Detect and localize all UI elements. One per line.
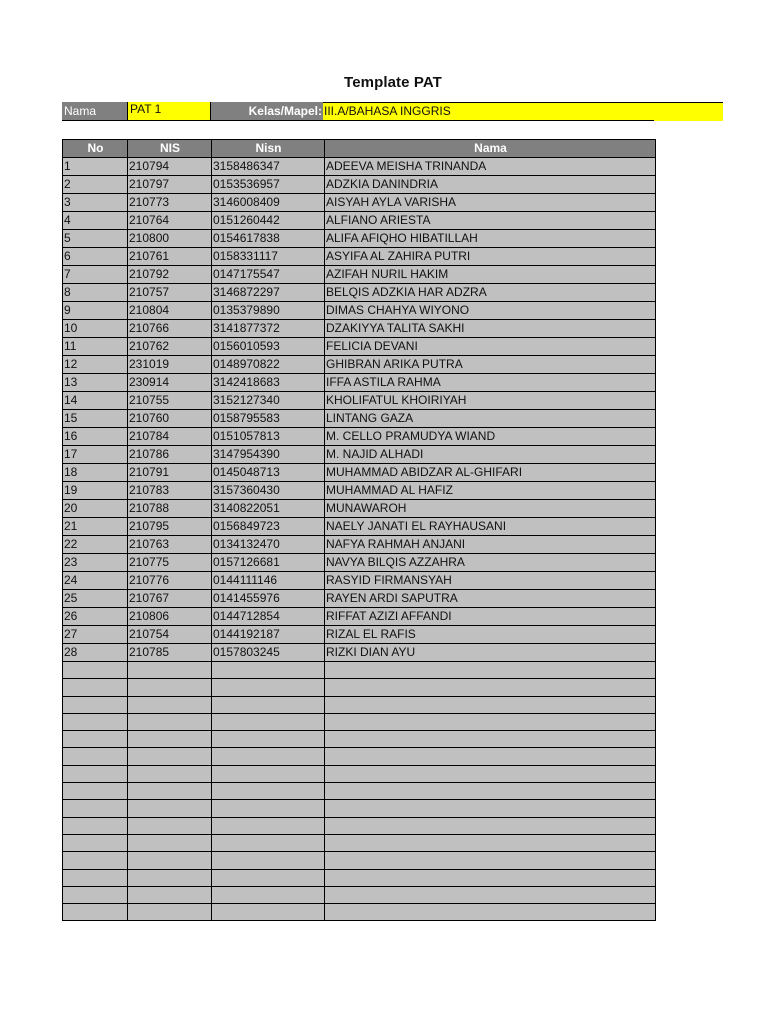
table-row <box>63 266 656 284</box>
cell-nama: MUHAMMAD AL HAFIZ <box>325 482 656 500</box>
cell-no: 28 <box>63 644 128 662</box>
cell-nisn: 3146872297 <box>212 284 325 302</box>
table-row <box>63 590 656 608</box>
cell-no: 6 <box>63 248 128 266</box>
cell-nisn <box>212 886 325 903</box>
cell-no: 11 <box>63 338 128 356</box>
cell-nis: 210797 <box>128 176 212 194</box>
cell-nis <box>128 783 212 800</box>
cell-no: 17 <box>63 446 128 464</box>
kelas-mapel-value: III.A/BAHASA INGGRIS <box>323 102 723 121</box>
cell-nama <box>325 713 656 730</box>
cell-nisn: 0144111146 <box>212 572 325 590</box>
table-row <box>63 783 656 800</box>
cell-nama: FELICIA DEVANI <box>325 338 656 356</box>
cell-nisn: 3141877372 <box>212 320 325 338</box>
header-nisn: Nisn <box>212 140 325 158</box>
cell-nisn: 3146008409 <box>212 194 325 212</box>
cell-no: 26 <box>63 608 128 626</box>
cell-nama <box>325 731 656 748</box>
cell-nis <box>128 679 212 696</box>
cell-nisn <box>212 800 325 817</box>
cell-nisn <box>212 834 325 851</box>
cell-nama: RAYEN ARDI SAPUTRA <box>325 590 656 608</box>
cell-nama: BELQIS ADZKIA HAR ADZRA <box>325 284 656 302</box>
cell-no <box>63 765 128 782</box>
cell-nis <box>128 662 212 679</box>
table-row <box>63 852 656 869</box>
table-row <box>63 176 656 194</box>
table-row <box>63 713 656 730</box>
table-row <box>63 904 656 921</box>
cell-nisn: 0153536957 <box>212 176 325 194</box>
cell-no <box>63 713 128 730</box>
table-row <box>63 608 656 626</box>
cell-nis <box>128 904 212 921</box>
cell-no: 10 <box>63 320 128 338</box>
cell-nisn: 0158795583 <box>212 410 325 428</box>
cell-nama <box>325 834 656 851</box>
cell-nisn <box>212 852 325 869</box>
table-row <box>63 338 656 356</box>
cell-nisn: 3147954390 <box>212 446 325 464</box>
cell-nama: M. CELLO PRAMUDYA WIAND <box>325 428 656 446</box>
cell-nisn: 0157803245 <box>212 644 325 662</box>
cell-nis: 210783 <box>128 482 212 500</box>
cell-nis: 210794 <box>128 158 212 176</box>
table-row <box>63 748 656 765</box>
cell-no: 2 <box>63 176 128 194</box>
cell-nama: ASYIFA AL ZAHIRA PUTRI <box>325 248 656 266</box>
cell-no: 13 <box>63 374 128 392</box>
cell-no <box>63 783 128 800</box>
cell-nis: 210755 <box>128 392 212 410</box>
cell-nama: MUNAWAROH <box>325 500 656 518</box>
cell-no <box>63 679 128 696</box>
cell-nama <box>325 662 656 679</box>
cell-nisn <box>212 713 325 730</box>
cell-nis <box>128 696 212 713</box>
cell-nama: AISYAH AYLA VARISHA <box>325 194 656 212</box>
cell-nis <box>128 886 212 903</box>
cell-nis: 210764 <box>128 212 212 230</box>
cell-nisn <box>212 679 325 696</box>
cell-nisn <box>212 783 325 800</box>
cell-nis: 210804 <box>128 302 212 320</box>
cell-nis: 210760 <box>128 410 212 428</box>
cell-nama <box>325 696 656 713</box>
cell-nisn: 0157126681 <box>212 554 325 572</box>
cell-nis <box>128 731 212 748</box>
cell-nis: 210766 <box>128 320 212 338</box>
cell-nis: 210791 <box>128 464 212 482</box>
cell-nisn <box>212 817 325 834</box>
cell-no: 7 <box>63 266 128 284</box>
table-row <box>63 869 656 886</box>
cell-no <box>63 886 128 903</box>
cell-nama: MUHAMMAD ABIDZAR AL-GHIFARI <box>325 464 656 482</box>
cell-no <box>63 817 128 834</box>
cell-nisn <box>212 765 325 782</box>
cell-nisn: 0134132470 <box>212 536 325 554</box>
cell-nama: KHOLIFATUL KHOIRIYAH <box>325 392 656 410</box>
cell-nisn <box>212 869 325 886</box>
cell-nama: LINTANG GAZA <box>325 410 656 428</box>
cell-no: 14 <box>63 392 128 410</box>
table-row <box>63 248 656 266</box>
cell-no: 9 <box>63 302 128 320</box>
cell-nisn: 0151057813 <box>212 428 325 446</box>
cell-nis <box>128 817 212 834</box>
table-row <box>63 320 656 338</box>
cell-no: 4 <box>63 212 128 230</box>
table-row <box>63 428 656 446</box>
table-row <box>63 696 656 713</box>
cell-nama: AZIFAH NURIL HAKIM <box>325 266 656 284</box>
table-row <box>63 518 656 536</box>
cell-nis: 231019 <box>128 356 212 374</box>
header-no: No <box>63 140 128 158</box>
nama-label: Nama <box>62 102 127 121</box>
table-row <box>63 886 656 903</box>
cell-nama <box>325 886 656 903</box>
cell-nama: GHIBRAN ARIKA PUTRA <box>325 356 656 374</box>
cell-nis <box>128 852 212 869</box>
cell-nama: DZAKIYYA TALITA SAKHI <box>325 320 656 338</box>
table-row <box>63 482 656 500</box>
cell-nisn: 0144192187 <box>212 626 325 644</box>
cell-nisn: 3142418683 <box>212 374 325 392</box>
cell-nis: 210806 <box>128 608 212 626</box>
cell-nis: 230914 <box>128 374 212 392</box>
cell-nama: NAELY JANATI EL RAYHAUSANI <box>325 518 656 536</box>
cell-nis: 210795 <box>128 518 212 536</box>
cell-nisn <box>212 731 325 748</box>
table-row <box>63 731 656 748</box>
cell-nis: 210763 <box>128 536 212 554</box>
page-title: Template PAT <box>344 74 442 91</box>
cell-nisn: 0156849723 <box>212 518 325 536</box>
cell-no <box>63 696 128 713</box>
cell-nama <box>325 817 656 834</box>
cell-nis: 210785 <box>128 644 212 662</box>
cell-nama: RIZAL EL RAFIS <box>325 626 656 644</box>
cell-no: 8 <box>63 284 128 302</box>
cell-no <box>63 834 128 851</box>
cell-nis: 210776 <box>128 572 212 590</box>
table-row <box>63 464 656 482</box>
cell-nisn: 0148970822 <box>212 356 325 374</box>
table-row <box>63 800 656 817</box>
cell-nama <box>325 869 656 886</box>
table-row <box>63 834 656 851</box>
cell-nama: NAVYA BILQIS AZZAHRA <box>325 554 656 572</box>
cell-no <box>63 748 128 765</box>
cell-no: 18 <box>63 464 128 482</box>
table-row <box>63 626 656 644</box>
table-row <box>63 644 656 662</box>
table-row <box>63 536 656 554</box>
cell-nisn: 0151260442 <box>212 212 325 230</box>
table-row <box>63 302 656 320</box>
cell-no <box>63 852 128 869</box>
cell-nisn: 0156010593 <box>212 338 325 356</box>
cell-nis: 210792 <box>128 266 212 284</box>
cell-no: 15 <box>63 410 128 428</box>
header-nis: NIS <box>128 140 212 158</box>
cell-nisn: 0141455976 <box>212 590 325 608</box>
cell-nis: 210762 <box>128 338 212 356</box>
cell-no <box>63 904 128 921</box>
cell-nama: ALFIANO ARIESTA <box>325 212 656 230</box>
cell-nis: 210786 <box>128 446 212 464</box>
cell-nisn: 0158331117 <box>212 248 325 266</box>
table-row <box>63 679 656 696</box>
cell-nisn <box>212 662 325 679</box>
cell-nama: M. NAJID ALHADI <box>325 446 656 464</box>
cell-nama <box>325 783 656 800</box>
cell-nis: 210773 <box>128 194 212 212</box>
cell-no: 19 <box>63 482 128 500</box>
cell-nis: 210788 <box>128 500 212 518</box>
header-nama: Nama <box>325 140 656 158</box>
cell-nisn: 3158486347 <box>212 158 325 176</box>
cell-nis: 210800 <box>128 230 212 248</box>
student-table <box>62 139 656 921</box>
cell-no: 3 <box>63 194 128 212</box>
cell-nama <box>325 679 656 696</box>
table-row <box>63 765 656 782</box>
cell-nis: 210775 <box>128 554 212 572</box>
info-divider <box>323 120 654 121</box>
table-header-row <box>63 140 656 158</box>
cell-no <box>63 731 128 748</box>
table-body <box>63 158 656 921</box>
cell-no: 27 <box>63 626 128 644</box>
cell-nisn <box>212 904 325 921</box>
cell-no <box>63 662 128 679</box>
cell-no: 21 <box>63 518 128 536</box>
cell-nama <box>325 748 656 765</box>
cell-nis: 210754 <box>128 626 212 644</box>
cell-nisn: 3152127340 <box>212 392 325 410</box>
cell-nisn: 0135379890 <box>212 302 325 320</box>
cell-nama <box>325 765 656 782</box>
cell-nisn: 0147175547 <box>212 266 325 284</box>
table-row <box>63 284 656 302</box>
table-row <box>63 572 656 590</box>
cell-nama: RIFFAT AZIZI AFFANDI <box>325 608 656 626</box>
cell-nisn <box>212 696 325 713</box>
table-row <box>63 158 656 176</box>
cell-nisn <box>212 748 325 765</box>
cell-no <box>63 800 128 817</box>
cell-nama: NAFYA RAHMAH ANJANI <box>325 536 656 554</box>
cell-nama: RIZKI DIAN AYU <box>325 644 656 662</box>
cell-nis <box>128 800 212 817</box>
kelas-mapel-label: Kelas/Mapel: <box>211 102 323 121</box>
cell-nama: ADEEVA MEISHA TRINANDA <box>325 158 656 176</box>
table-row <box>63 356 656 374</box>
table-row <box>63 230 656 248</box>
cell-nama: IFFA ASTILA RAHMA <box>325 374 656 392</box>
cell-no: 5 <box>63 230 128 248</box>
cell-nama <box>325 852 656 869</box>
cell-no: 25 <box>63 590 128 608</box>
table-row <box>63 817 656 834</box>
cell-no: 22 <box>63 536 128 554</box>
table-row <box>63 194 656 212</box>
table-row <box>63 662 656 679</box>
cell-nisn: 0145048713 <box>212 464 325 482</box>
table-row <box>63 374 656 392</box>
cell-nis: 210757 <box>128 284 212 302</box>
cell-nis <box>128 765 212 782</box>
cell-nis <box>128 834 212 851</box>
cell-nama <box>325 904 656 921</box>
cell-nisn: 0144712854 <box>212 608 325 626</box>
cell-nisn: 3157360430 <box>212 482 325 500</box>
cell-nama: RASYID FIRMANSYAH <box>325 572 656 590</box>
cell-no: 20 <box>63 500 128 518</box>
cell-no <box>63 869 128 886</box>
cell-nisn: 0154617838 <box>212 230 325 248</box>
table-row <box>63 554 656 572</box>
cell-no: 1 <box>63 158 128 176</box>
table-row <box>63 410 656 428</box>
cell-nis: 210767 <box>128 590 212 608</box>
cell-nama: ALIFA AFIQHO HIBATILLAH <box>325 230 656 248</box>
cell-no: 16 <box>63 428 128 446</box>
cell-nis <box>128 713 212 730</box>
cell-nama <box>325 800 656 817</box>
cell-nama: ADZKIA DANINDRIA <box>325 176 656 194</box>
cell-no: 24 <box>63 572 128 590</box>
cell-no: 23 <box>63 554 128 572</box>
cell-no: 12 <box>63 356 128 374</box>
nama-value: PAT 1 <box>127 102 211 121</box>
table-row <box>63 212 656 230</box>
table-row <box>63 392 656 410</box>
cell-nis: 210761 <box>128 248 212 266</box>
cell-nis: 210784 <box>128 428 212 446</box>
cell-nama: DIMAS CHAHYA WIYONO <box>325 302 656 320</box>
cell-nis <box>128 748 212 765</box>
table-row <box>63 446 656 464</box>
table-row <box>63 500 656 518</box>
cell-nis <box>128 869 212 886</box>
cell-nisn: 3140822051 <box>212 500 325 518</box>
